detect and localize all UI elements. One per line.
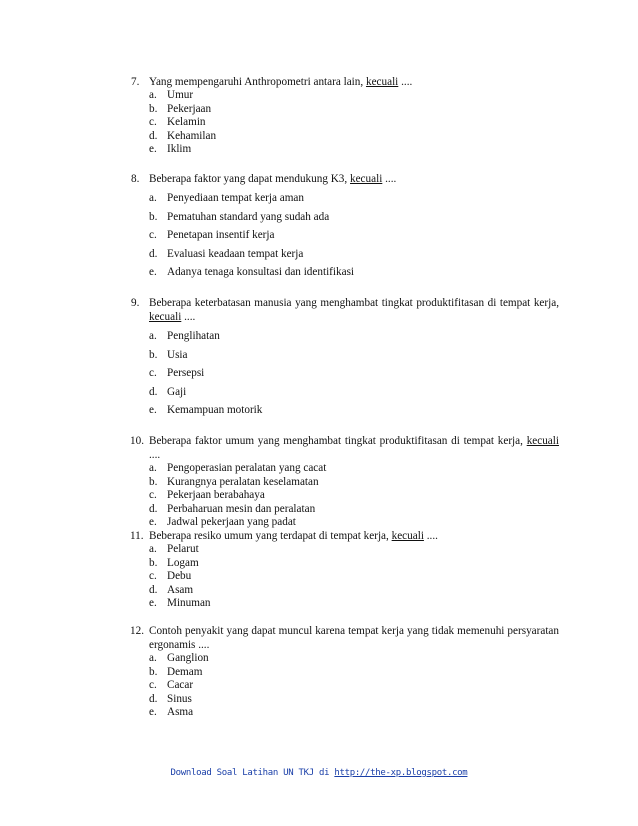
option-b: b. Usia xyxy=(149,348,188,361)
question-stem: 9. Beberapa keterbatasan manusia yang menghambat tingkat produktifitasan di tempat kerja, kecuali .... xyxy=(131,297,559,323)
option-e: e. Kemampuan motorik xyxy=(149,404,263,416)
page-footer xyxy=(0,768,638,778)
option-e: e. Adanya tenaga konsultasi dan identifikasi xyxy=(149,266,355,278)
option-c: c. Persepsi xyxy=(149,367,205,379)
option-a: a. Penglihatan xyxy=(149,330,220,342)
option-d: d. Gaji xyxy=(149,385,187,398)
question-12 xyxy=(131,624,559,720)
question-number: 11. xyxy=(130,530,144,542)
keyword-underlined: kecuali xyxy=(365,76,399,88)
option-a: a. Umur xyxy=(149,89,194,101)
question-11 xyxy=(131,529,559,611)
keyword-underlined: kecuali xyxy=(350,173,383,185)
question-number: 10. xyxy=(130,435,144,447)
question-number: 9. xyxy=(131,297,140,309)
question-9 xyxy=(131,296,559,420)
option-b: b. Logam xyxy=(149,556,199,569)
question-number: 8. xyxy=(131,173,140,185)
keyword-underlined: kecuali xyxy=(526,435,559,447)
option-d: d. Kehamilan xyxy=(149,129,217,142)
option-b: b. Pekerjaan xyxy=(149,102,212,115)
question-stem: 12. Contoh penyakit yang dapat muncul karena tempat kerja yang tidak memenuhi persyaratan ergonamis .... xyxy=(130,625,559,651)
option-e: e. Asma xyxy=(149,706,194,719)
option-c: c. Penetapan insentif kerja xyxy=(149,229,275,241)
option-b: b. Kurangnya peralatan keselamatan xyxy=(149,475,319,488)
option-d: d. Asam xyxy=(149,583,194,596)
question-number: 12. xyxy=(130,625,144,637)
question-stem: 10. Beberapa faktor umum yang menghambat tingkat produktifitasan di tempat kerja, kecuali .... xyxy=(130,435,559,461)
option-e: e. Jadwal pekerjaan yang padat xyxy=(149,516,296,529)
footer-link[interactable]: http://the-xp.blogspot.com xyxy=(334,768,468,778)
option-a: a. Pengoperasian peralatan yang cacat xyxy=(149,462,327,474)
keyword-underlined: kecuali xyxy=(149,311,182,323)
option-a: a. Penyediaan tempat kerja aman xyxy=(149,192,304,204)
option-e: e. Iklim xyxy=(149,143,192,156)
option-d: d. Perbaharuan mesin dan peralatan xyxy=(149,502,316,515)
option-c: c. Kelamin xyxy=(149,116,206,129)
question-8 xyxy=(131,172,559,282)
option-b: b. Pematuhan standard yang sudah ada xyxy=(149,210,330,223)
footer-text: Download Soal Latihan UN TKJ di xyxy=(170,768,335,778)
option-d: d. Evaluasi keadaan tempat kerja xyxy=(149,247,304,260)
option-c: c. Debu xyxy=(149,570,192,583)
option-a: a. Ganglion xyxy=(149,652,209,664)
question-stem: 7. Yang mempengaruhi Anthropometri antara lain, kecuali .... xyxy=(131,76,413,88)
keyword-underlined: kecuali xyxy=(391,530,424,542)
option-c: c. Pekerjaan berabahaya xyxy=(149,489,265,502)
question-stem: 8. Beberapa faktor yang dapat mendukung K3, kecuali .... xyxy=(131,173,397,185)
question-number: 7. xyxy=(131,76,140,88)
question-10 xyxy=(131,434,559,530)
question-7 xyxy=(131,75,559,157)
option-a: a. Pelarut xyxy=(149,543,199,555)
option-d: d. Sinus xyxy=(149,692,192,705)
option-c: c. Cacar xyxy=(149,679,194,692)
question-stem: 11. Beberapa resiko umum yang terdapat di tempat kerja, kecuali .... xyxy=(130,530,438,542)
option-b: b. Demam xyxy=(149,665,203,678)
option-e: e. Minuman xyxy=(149,597,211,610)
